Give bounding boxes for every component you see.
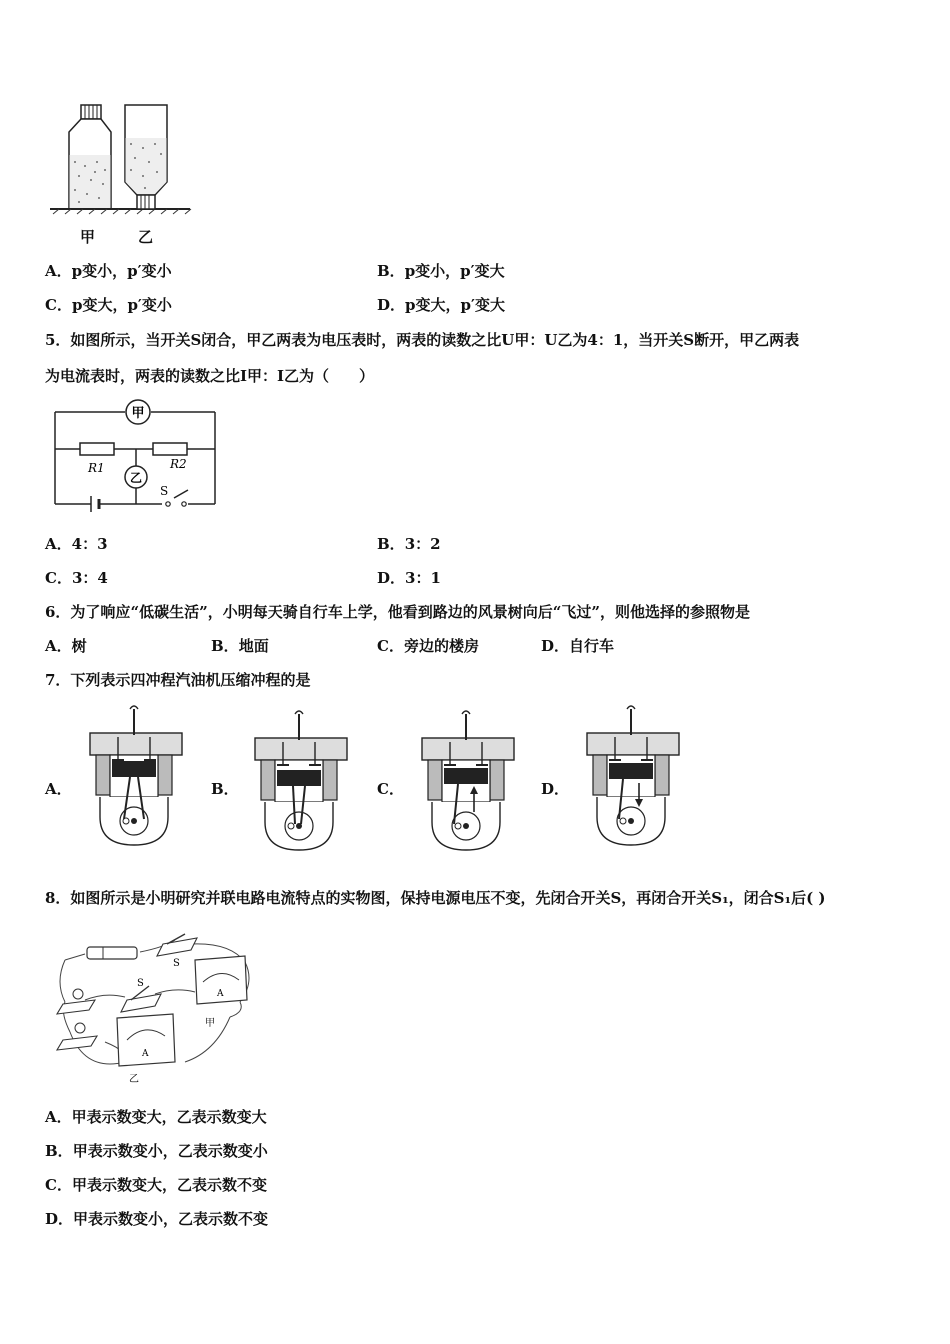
q6-stem: 6．为了响应“低碳生活”，小明每天骑自行车上学，他看到路边的风景树向后“飞过”，则他选择的参照物是 [45, 603, 750, 621]
q7-option-a[interactable]: A． [45, 780, 72, 798]
engine-d [567, 705, 699, 855]
meter-jia-a: A [217, 989, 224, 999]
q4-option-c[interactable]: C．p变大，p′变小 [45, 296, 172, 314]
r2-label: R2 [170, 457, 187, 471]
q8-option-c[interactable]: C．甲表示数变大，乙表示数不变 [45, 1176, 267, 1194]
q8-physical-circuit [45, 922, 260, 1087]
q5-option-d[interactable]: D．3：1 [377, 569, 441, 587]
bottles-figure [45, 100, 205, 250]
q5-option-b[interactable]: B．3：2 [377, 535, 441, 553]
q6-option-d[interactable]: D．自行车 [541, 637, 615, 655]
switch-s1-label: S [137, 978, 144, 989]
meter-yi-a: A [142, 1049, 149, 1059]
q7-option-b[interactable]: B． [211, 780, 239, 798]
engine-a [70, 705, 202, 855]
q8-option-a[interactable]: A．甲表示数变大，乙表示数变大 [45, 1108, 267, 1126]
q8-stem: 8．如图所示是小明研究并联电路电流特点的实物图，保持电源电压不变，先闭合开关S，再闭合开关S₁，闭合S₁后( ) [45, 889, 826, 907]
q6-option-b[interactable]: B．地面 [211, 637, 269, 655]
r1-label: R1 [88, 461, 105, 475]
q6-option-c[interactable]: C．旁边的楼房 [377, 637, 479, 655]
meter-yi-tag: 乙 [129, 1074, 139, 1085]
meter-yi-label: 乙 [129, 471, 143, 485]
label-yi: 乙 [138, 228, 154, 246]
q7-option-d[interactable]: D． [541, 780, 570, 798]
engine-c [402, 710, 534, 860]
q5-option-a[interactable]: A．4：3 [45, 535, 108, 553]
q5-stem-line1: 5．如图所示，当开关S闭合，甲乙两表为电压表时，两表的读数之比U甲：U乙为4：1，当开关S断开，甲乙两表 [45, 331, 800, 349]
q7-option-c[interactable]: C． [377, 780, 404, 798]
q8-option-d[interactable]: D．甲表示数变小，乙表示数不变 [45, 1210, 269, 1228]
q5-option-c[interactable]: C．3：4 [45, 569, 108, 587]
meter-jia-tag: 甲 [205, 1018, 215, 1029]
q4-option-b[interactable]: B．p变小，p′变大 [377, 262, 505, 280]
q4-option-d[interactable]: D．p变大，p′变大 [377, 296, 505, 314]
q7-stem: 7．下列表示四冲程汽油机压缩冲程的是 [45, 671, 311, 689]
q8-option-b[interactable]: B．甲表示数变小，乙表示数变小 [45, 1142, 268, 1160]
engine-b [235, 710, 367, 860]
switch-label: S [160, 484, 169, 498]
q6-option-a[interactable]: A．树 [45, 637, 87, 655]
q5-circuit [50, 398, 220, 516]
meter-jia-label: 甲 [131, 406, 145, 421]
q4-option-a[interactable]: A．p变小，p′变小 [45, 262, 172, 280]
label-jia: 甲 [80, 228, 96, 246]
switch-s-label: S [173, 958, 180, 969]
q5-stem-line2: 为电流表时，两表的读数之比I甲：I乙为（ ） [45, 367, 375, 385]
